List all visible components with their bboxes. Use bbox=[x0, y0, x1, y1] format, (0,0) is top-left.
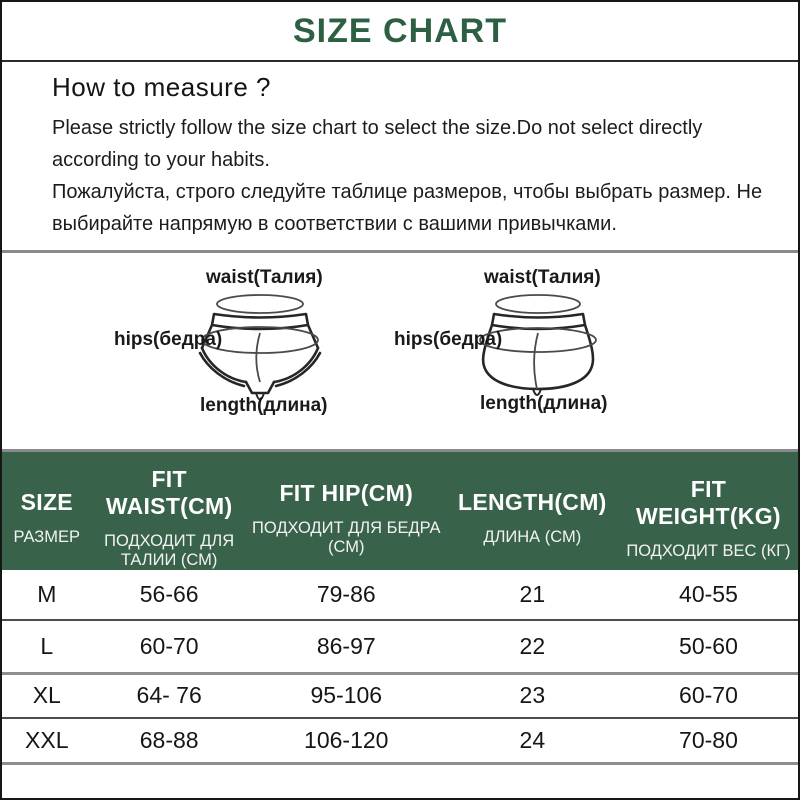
measurement-diagrams bbox=[2, 253, 798, 452]
header-fit-waist-ru: ПОДХОДИТ ДЛЯ ТАЛИИ (СМ) bbox=[104, 532, 235, 569]
waist-label-right: waist(Талия) bbox=[484, 267, 601, 288]
cell-fit-waist: 68-88 bbox=[139, 726, 199, 753]
how-to-measure-heading: How to measure ? bbox=[52, 72, 271, 102]
cell-fit-waist: 60-70 bbox=[139, 632, 199, 659]
garment-diagrams-drawing bbox=[2, 253, 798, 449]
title-band bbox=[2, 2, 798, 62]
cell-fit-weight: 50-60 bbox=[679, 632, 738, 659]
instruction-ru-line-2: выбирайте напрямую в соответствии с вашими привычками. bbox=[52, 213, 617, 235]
how-to-measure-section bbox=[2, 62, 798, 253]
size-row-xl bbox=[2, 673, 798, 718]
cell-fit-hip: 79-86 bbox=[316, 581, 376, 607]
instruction-en-line-1: Please strictly follow the size chart to select the size.Do not select directly bbox=[52, 117, 703, 139]
header-fit-weight-ru: ПОДХОДИТ ВЕС (КГ) bbox=[626, 541, 791, 560]
instruction-en-line-2: according to your habits. bbox=[52, 149, 270, 171]
length-label-left: length(длина) bbox=[200, 395, 328, 416]
size-row-l bbox=[2, 620, 798, 673]
cell-fit-weight: 60-70 bbox=[679, 682, 738, 709]
header-fit-hip-ru: ПОДХОДИТ ДЛЯ БЕДРА (СМ) bbox=[251, 518, 441, 556]
cell-size: L bbox=[40, 632, 54, 659]
instruction-text bbox=[52, 112, 763, 240]
cell-fit-waist: 56-66 bbox=[139, 581, 199, 607]
cell-fit-hip: 95-106 bbox=[310, 682, 383, 709]
hips-label-left: hips(бедра) bbox=[114, 329, 223, 350]
header-cell-fit-waist bbox=[92, 452, 247, 570]
header-cell-fit-hip bbox=[247, 452, 446, 570]
header-length-ru: ДЛИНА (СМ) bbox=[483, 528, 582, 546]
cell-fit-hip: 106-120 bbox=[304, 726, 389, 753]
cell-length: 23 bbox=[519, 682, 546, 709]
header-cell-size bbox=[2, 452, 92, 570]
size-row-xxl bbox=[2, 718, 798, 763]
cell-fit-waist: 64- 76 bbox=[136, 682, 202, 709]
waist-label-left: waist(Талия) bbox=[206, 267, 323, 288]
header-fit-waist-en: FIT WAIST(CM) bbox=[105, 466, 233, 519]
header-cell-length bbox=[446, 452, 619, 570]
cell-fit-weight: 40-55 bbox=[679, 581, 738, 607]
cell-length: 24 bbox=[519, 726, 546, 753]
header-fit-hip-en: FIT HIP(CM) bbox=[279, 479, 414, 506]
cell-size: XL bbox=[32, 682, 61, 709]
page-title: SIZE CHART bbox=[293, 11, 507, 50]
cell-fit-weight: 70-80 bbox=[679, 726, 738, 753]
hips-label-right: hips(бедра) bbox=[394, 329, 503, 350]
size-table bbox=[2, 452, 798, 765]
cell-length: 21 bbox=[519, 581, 546, 607]
cell-fit-hip: 86-97 bbox=[316, 632, 376, 659]
cell-size: M bbox=[37, 581, 57, 607]
instruction-ru-line-1: Пожалуйста, строго следуйте таблице размеров, чтобы выбрать размер. Не bbox=[52, 181, 763, 203]
header-fit-weight-en: FIT WEIGHT(KG) bbox=[636, 475, 781, 529]
size-row-m bbox=[2, 570, 798, 620]
cell-size: XXL bbox=[25, 726, 69, 753]
size-table-header bbox=[2, 452, 798, 570]
header-cell-fit-weight bbox=[619, 452, 798, 570]
cell-length: 22 bbox=[519, 632, 546, 659]
header-size-ru: РАЗМЕР bbox=[13, 528, 80, 546]
header-size-en: SIZE bbox=[20, 489, 73, 515]
length-label-right: length(длина) bbox=[480, 393, 608, 414]
header-length-en: LENGTH(CM) bbox=[458, 489, 607, 515]
